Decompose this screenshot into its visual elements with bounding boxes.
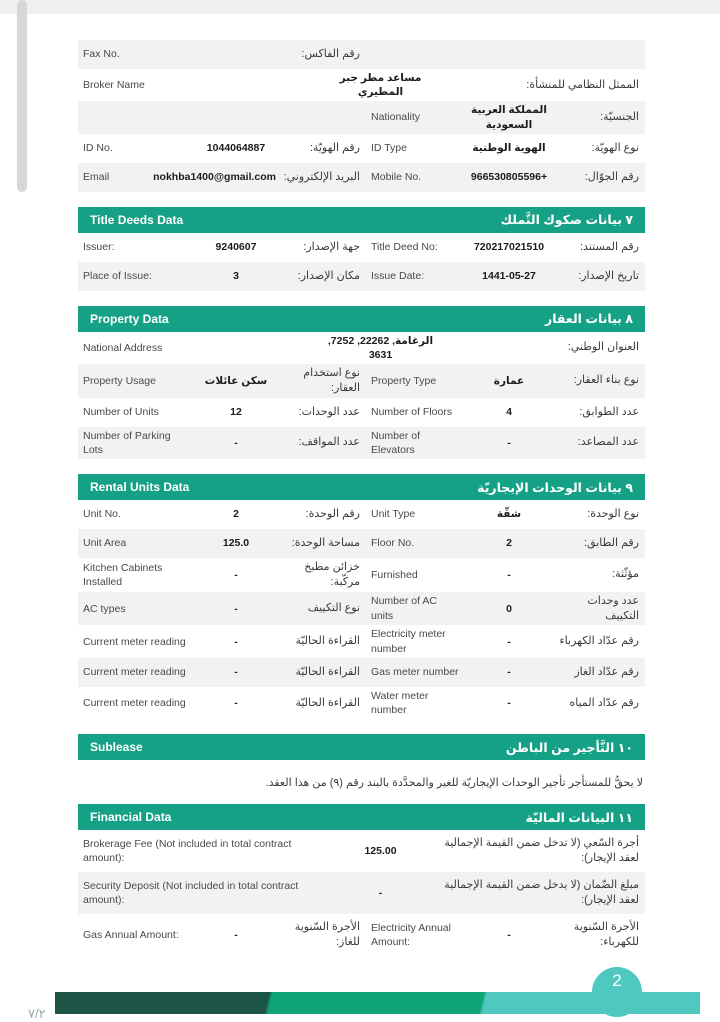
table-row xyxy=(78,625,645,657)
field-value: 720217021510 xyxy=(473,241,545,254)
sublease-note: لا يحقُّ للمستأجر تأجير الوحدات الإيجاريّة للغير والمحدَّدة بالبند رقم (٩) من هذا العقد. xyxy=(265,777,643,790)
field-value: 2 xyxy=(233,508,239,521)
field-label-en: Security Deposit (Not included in total contract amount): xyxy=(83,879,299,907)
field-label-en: Furnished xyxy=(371,568,418,581)
field-label-en: Number of Floors xyxy=(371,406,453,419)
field-label-ar: نوع بناء العقار: xyxy=(573,374,639,387)
field-value: - xyxy=(234,696,238,709)
field-label-en: Unit No. xyxy=(83,508,121,521)
field-label-en: Property Usage xyxy=(83,374,156,387)
field-label-ar: مساحة الوحدة: xyxy=(291,537,360,550)
field-label-en: Electricity Annual Amount: xyxy=(371,921,451,949)
field-label-en: Current meter reading xyxy=(83,666,186,679)
section-title-ar: ٧ بيانات صكوك التَّملك xyxy=(500,213,633,228)
field-label-en: Number of Parking Lots xyxy=(83,429,171,456)
field-label-en: Fax No. xyxy=(83,48,120,61)
field-label-en: AC types xyxy=(83,602,126,615)
field-label-ar: العنوان الوطني: xyxy=(567,341,639,354)
field-label-ar: مبلغ الضّمان (لا يدخل ضمن القيمة الإجمالية لعقد الإيجار): xyxy=(444,879,639,907)
field-value: - xyxy=(507,929,511,942)
section-title-ar: ٩ بيانات الوحدات الإيجاريّة xyxy=(477,480,633,495)
table-row xyxy=(78,134,645,163)
field-label-en: ID Type xyxy=(371,142,407,155)
field-value: عمارة xyxy=(493,374,525,387)
field-label-en: Number of Elevators xyxy=(371,429,421,456)
scrollbar-thumb[interactable] xyxy=(17,0,27,192)
table-row xyxy=(78,658,645,687)
field-label-ar: عدد وحدات التكييف xyxy=(587,594,639,622)
field-label-ar: القراءة الحاليّة xyxy=(295,665,360,678)
field-value: - xyxy=(234,666,238,679)
field-label-ar: مكان الإصدار: xyxy=(297,269,360,282)
field-label-ar: الجنسيّة: xyxy=(600,111,639,124)
section-title-ar: ٨ بيانات العقار xyxy=(545,312,633,327)
table-row xyxy=(78,427,645,459)
table-row xyxy=(78,687,645,719)
section-title-ar: ١٠ التَّأجير من الباطن xyxy=(505,740,633,755)
field-label-ar: تاريخ الإصدار: xyxy=(578,269,639,282)
field-label-en: Water meter number xyxy=(371,689,429,716)
field-value: سكن عائلات xyxy=(204,374,268,387)
section-header xyxy=(78,734,645,760)
field-value: - xyxy=(234,929,238,942)
field-label-ar: نوع التكييف xyxy=(307,602,360,615)
field-value: 12 xyxy=(230,406,242,419)
section-title-en: Rental Units Data xyxy=(90,480,190,495)
footer-decorative-bar xyxy=(55,992,700,1014)
field-label-ar: رقم عدّاد المياه xyxy=(569,696,639,709)
field-label-en: ID No. xyxy=(83,142,113,155)
field-value: شقّة xyxy=(496,508,522,521)
field-label-ar: عدد المواقف: xyxy=(298,436,360,449)
field-value: 1441-05-27 xyxy=(482,270,536,283)
table-row xyxy=(78,40,645,69)
field-value: 4 xyxy=(506,406,512,419)
field-value: - xyxy=(234,635,238,648)
field-value: 3 xyxy=(233,270,239,283)
field-label-en: Property Type xyxy=(371,374,437,387)
field-value: المملكة العربية السعودية xyxy=(471,104,547,131)
table-row xyxy=(78,262,645,291)
table-row xyxy=(78,364,645,398)
field-value: - xyxy=(507,635,511,648)
field-value: الرغامة, 22262, 7252, 3631 xyxy=(327,334,434,361)
field-label-en: Broker Name xyxy=(83,79,145,92)
field-label-en: Unit Type xyxy=(371,508,416,521)
field-label-ar: خزائن مطبخ مركّبة: xyxy=(304,561,360,588)
field-value: - xyxy=(234,602,238,615)
page-top-strip xyxy=(0,0,720,14)
field-value: الهوية الوطنية xyxy=(472,142,546,155)
field-value: 0 xyxy=(506,602,512,615)
field-label-en: Gas meter number xyxy=(371,666,459,679)
field-label-ar: رقم عدّاد الكهرباء xyxy=(559,635,639,648)
table-row xyxy=(78,558,645,592)
table-row xyxy=(78,500,645,529)
field-value: 125.00 xyxy=(364,845,397,858)
field-label-en: Number of Units xyxy=(83,406,159,419)
table-row xyxy=(78,101,645,133)
field-label-ar: أجرة السّعي (لا تدخل ضمن القيمة الإجمالية لعقد الإيجار): xyxy=(444,837,639,865)
contract-sections xyxy=(78,40,645,956)
section-title-en: Sublease xyxy=(90,740,143,755)
field-label-ar: رقم الوحدة: xyxy=(305,508,360,521)
field-label-ar: نوع استخدام العقار: xyxy=(303,367,360,394)
field-label-en: Brokerage Fee (Not included in total contract amount): xyxy=(83,837,292,865)
field-label-en: Current meter reading xyxy=(83,635,186,648)
field-label-ar: رقم عدّاد الغاز xyxy=(574,665,639,678)
field-label-en: Issue Date: xyxy=(371,270,425,283)
field-label-ar: القراءة الحاليّة xyxy=(295,635,360,648)
section-header xyxy=(78,207,645,233)
field-value: - xyxy=(507,696,511,709)
field-label-ar: رقم الطابق: xyxy=(583,537,639,550)
field-value: 2 xyxy=(506,537,512,550)
table-row xyxy=(78,163,645,192)
field-label-ar: الممثل النظامي للمنشأة: xyxy=(526,78,639,91)
field-label-en: Email xyxy=(83,171,110,184)
table-row xyxy=(78,592,645,626)
field-label-en: Place of Issue: xyxy=(83,270,152,283)
field-label-ar: عدد المصاعد: xyxy=(577,436,639,449)
field-label-ar: جهة الإصدار: xyxy=(303,240,360,253)
field-value: 9240607 xyxy=(215,241,257,254)
field-label-ar: رقم الهويّة: xyxy=(309,141,360,154)
field-label-en: Unit Area xyxy=(83,537,127,550)
field-value: - xyxy=(507,436,511,449)
field-label-ar: نوع الوحدة: xyxy=(587,508,639,521)
field-label-en: Kitchen Cabinets Installed xyxy=(83,561,163,588)
field-label-ar: نوع الهويّة: xyxy=(591,141,639,154)
field-label-ar: الأجرة السّنوية للكهرباء: xyxy=(573,921,639,949)
section-title-en: Property Data xyxy=(90,311,169,326)
contract-document-page xyxy=(78,40,645,956)
field-label-en: Mobile No. xyxy=(371,171,422,184)
field-value: - xyxy=(507,568,511,581)
section-title-ar: ١١ البيانات الماليّة xyxy=(525,810,633,825)
field-value: - xyxy=(234,436,238,449)
field-label-ar: رقم الجوّال: xyxy=(584,170,639,183)
section-title-en: Financial Data xyxy=(90,810,172,825)
table-row xyxy=(78,332,645,364)
field-label-ar: رقم المستند: xyxy=(580,240,639,253)
section-title-en: Title Deeds Data xyxy=(90,212,184,227)
field-label-en: Title Deed No: xyxy=(371,241,438,254)
field-label-ar: الأجرة السّنوية للغاز: xyxy=(294,921,360,949)
field-value: مساعد مطر جبر المطيري xyxy=(339,72,422,99)
field-value: - xyxy=(378,887,383,900)
field-label-ar: رقم الفاكس: xyxy=(301,48,360,61)
field-value: 125.0 xyxy=(222,537,250,550)
field-label-en: Electricity meter number xyxy=(371,628,446,655)
field-label-ar: عدد الوحدات: xyxy=(298,405,360,418)
field-label-ar: البريد الإلكتروني: xyxy=(283,170,360,183)
page-fraction: ٧/٢ xyxy=(28,1006,46,1021)
section-header xyxy=(78,474,645,500)
field-value: 1044064887 xyxy=(206,142,266,155)
field-value: - xyxy=(234,568,238,581)
table-row xyxy=(78,914,645,956)
table-row xyxy=(78,233,645,262)
section-header xyxy=(78,804,645,830)
field-label-ar: القراءة الحاليّة xyxy=(295,696,360,709)
field-label-en: Gas Annual Amount: xyxy=(83,929,179,942)
field-label-en: Current meter reading xyxy=(83,696,186,709)
table-row xyxy=(78,69,645,101)
field-label-en: Nationality xyxy=(371,111,421,124)
field-label-ar: مؤثّثة: xyxy=(612,568,639,581)
table-row xyxy=(78,398,645,427)
field-value: +966530805596 xyxy=(470,171,548,184)
field-label-en: Issuer: xyxy=(83,241,115,254)
table-row xyxy=(78,830,645,872)
field-value: nokhba1400@gmail.com xyxy=(153,171,276,184)
field-value: - xyxy=(507,666,511,679)
field-label-ar: عدد الطوابق: xyxy=(579,405,639,418)
page-number: 2 xyxy=(612,971,622,990)
field-label-en: Floor No. xyxy=(371,537,415,550)
field-label-en: National Address xyxy=(83,341,163,354)
section-header xyxy=(78,306,645,332)
field-label-en: Number of AC units xyxy=(371,595,437,622)
table-row xyxy=(78,529,645,558)
table-row xyxy=(78,872,645,914)
